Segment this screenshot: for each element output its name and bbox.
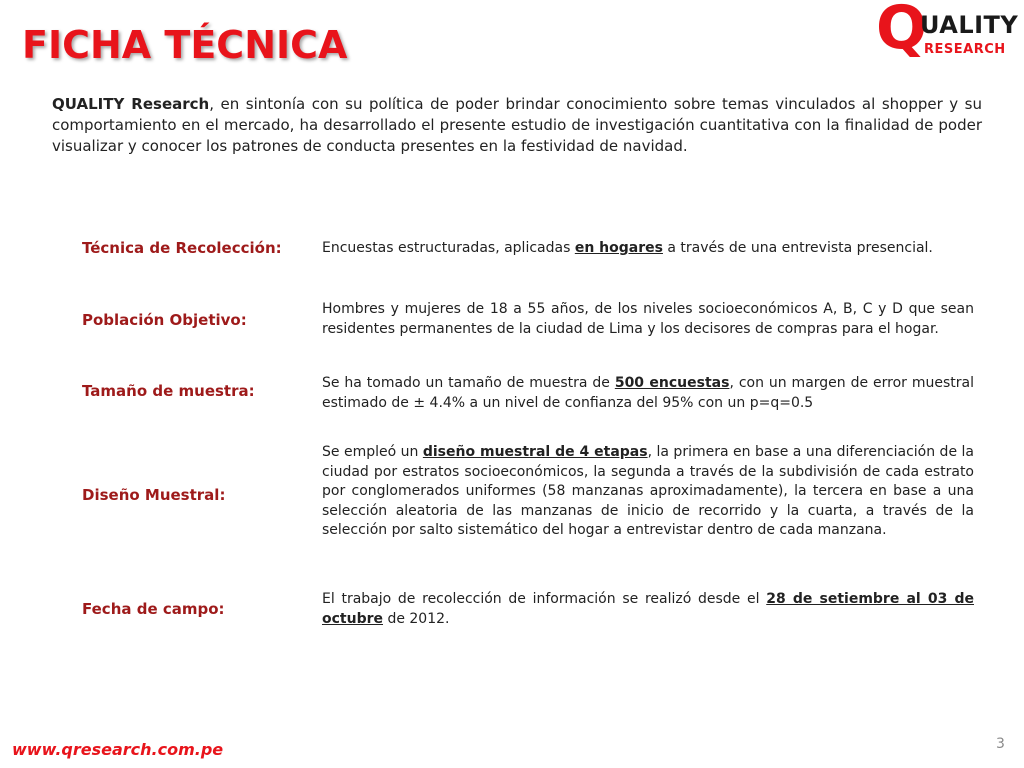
intro-text: , en sintonía con su política de poder brindar conocimiento sobre temas vinculados al shopper y su comportamiento en el mercado, ha desarrollado el presente estudio de investigación cuantitativa con la finalidad de poder visualizar y conocer los patrones de conducta presentes en la festividad de navidad.	[52, 95, 983, 155]
page-number: 3	[996, 736, 1005, 752]
page-title: FICHA TÉCNICA	[22, 23, 348, 67]
logo-letter: Q	[876, 0, 928, 63]
value-tamano-muestra	[322, 374, 974, 413]
value-diseno-muestral	[322, 443, 974, 541]
value-text: Hombres y mujeres de 18 a 55 años, de los niveles socioeconómicos A, B, C y D que sean residentes permanentes de la ciudad de Lima y los decisores de compras para el hogar.	[322, 301, 974, 337]
label-tecnica-recoleccion: Técnica de Recolección:	[82, 239, 282, 257]
value-text: , con un margen de error muestral estimado de ± 4.4% a un nivel de confianza del 95% con un p=q=0.5	[322, 375, 974, 411]
value-emphasis: 500 encuestas	[614, 375, 730, 391]
label-tamano-muestra: Tamaño de muestra:	[82, 382, 255, 400]
label-poblacion-objetivo: Población Objetivo:	[82, 311, 247, 329]
logo-word-research: RESEARCH	[924, 42, 1006, 57]
label-fecha-campo: Fecha de campo:	[82, 600, 225, 618]
value-text: Encuestas estructuradas, aplicadas	[322, 240, 575, 256]
value-fecha-campo	[322, 590, 974, 629]
value-text: , la primera en base a una diferenciación de la ciudad por estratos socioeconómicos, la segunda a través de la subdivisión de cada estrato por conglomerados uniformes (58 manzanas aproximadamente), la tercera en base a una selección aleatoria de las manzanas de inicio de recorrido y la cuarta, a través de la selección por salto sistemático del hogar a entrevistar dentro de cada manzana.	[322, 444, 974, 538]
intro-brand: QUALITY Research	[52, 95, 210, 113]
value-emphasis: diseño muestral de 4 etapas	[422, 444, 648, 460]
value-text: a través de una entrevista presencial.	[662, 240, 933, 256]
value-emphasis: 28 de setiembre al 03 de octubre	[322, 591, 974, 627]
quality-research-logo	[876, 2, 1024, 64]
value-text: Se empleó un	[322, 444, 423, 460]
website-link[interactable]: www.qresearch.com.pe	[12, 740, 224, 759]
value-poblacion-objetivo	[322, 300, 974, 339]
value-text: El trabajo de recolección de información se realizó desde el	[322, 591, 767, 607]
value-text: Se ha tomado un tamaño de muestra de	[322, 375, 615, 391]
logo-word-quality: UALITY	[920, 11, 1019, 39]
intro-paragraph	[52, 94, 982, 157]
value-text: de 2012.	[383, 610, 450, 627]
value-emphasis: en hogares	[574, 240, 663, 256]
value-tecnica-recoleccion	[322, 239, 974, 259]
label-diseno-muestral: Diseño Muestral:	[82, 486, 226, 504]
